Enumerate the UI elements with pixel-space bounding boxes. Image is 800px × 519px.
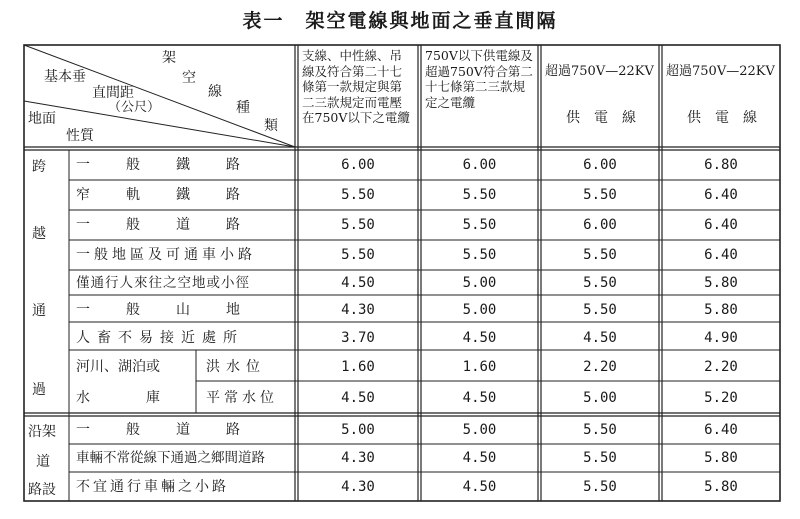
column-header-3-line2: 供 電 線: [566, 110, 636, 126]
value-cell: 4.50: [462, 330, 497, 346]
value-cell: 3.70: [341, 330, 375, 346]
value-cell: 2.20: [583, 359, 617, 375]
value-cell: 6.40: [704, 247, 738, 263]
group-char-1: 跨: [32, 159, 46, 175]
column-header-2: 750V以下供電線及超過750V符合第二十七條第二三款規定之電纜: [425, 48, 533, 110]
group-char-4: 過: [32, 382, 46, 398]
value-cell: 5.50: [341, 247, 375, 263]
value-cell: 4.30: [341, 450, 375, 466]
value-cell: 5.50: [583, 302, 617, 318]
group-char-2: 越: [32, 226, 46, 242]
corner-char-4: 種: [236, 100, 250, 116]
group-along-1: 沿架: [28, 424, 56, 440]
value-cell: 4.50: [462, 390, 497, 406]
value-cell: 6.00: [583, 217, 617, 233]
column-header-1: 支線、中性線、吊線及符合第二十七條第一款規定與第二三款規定而電壓在750V以下之電纜: [302, 48, 410, 125]
row-label: 窄軌鐵路: [76, 187, 276, 203]
row-label: 車輛不常從線下通過之鄉間道路: [76, 450, 265, 466]
value-cell: 4.50: [462, 479, 497, 495]
value-cell: 6.00: [341, 157, 375, 173]
value-cell: 2.20: [704, 359, 738, 375]
value-cell: 5.50: [583, 275, 617, 291]
value-cell: 5.80: [704, 450, 738, 466]
value-cell: 5.80: [704, 302, 738, 318]
table-title: 表一 架空電線與地面之垂直間隔: [242, 10, 558, 32]
group-char-3: 通: [32, 303, 46, 319]
value-cell: 5.80: [704, 479, 738, 495]
value-cell: 5.50: [583, 479, 617, 495]
corner-basic: 基本垂: [44, 69, 86, 85]
value-cell: 5.00: [462, 302, 497, 318]
corner-distance: 直間距: [92, 85, 134, 101]
value-cell: 5.20: [704, 390, 738, 406]
row-label: 一般道路: [76, 422, 276, 438]
value-cell: 6.80: [704, 157, 738, 173]
value-cell: 4.50: [341, 390, 375, 406]
row-label: 平常水位: [206, 390, 278, 406]
column-header-4-line2: 供 電 線: [687, 110, 757, 126]
value-cell: 5.50: [583, 450, 617, 466]
corner-ground: 地面: [28, 111, 56, 127]
row-label: 一般鐵路: [76, 157, 276, 173]
value-cell: 6.40: [704, 217, 738, 233]
value-cell: 5.50: [341, 187, 375, 203]
clearance-table: [22, 43, 782, 503]
value-cell: 6.40: [704, 187, 738, 203]
value-cell: 5.50: [462, 187, 497, 203]
group-along-3: 路設: [28, 482, 56, 498]
river-label-2: 水 庫: [76, 390, 160, 406]
river-label-1: 河川、湖泊或: [76, 359, 160, 375]
corner-unit: （公尺）: [108, 100, 161, 115]
value-cell: 6.00: [583, 157, 617, 173]
value-cell: 5.50: [341, 217, 375, 233]
value-cell: 4.50: [341, 275, 375, 291]
value-cell: 6.00: [462, 157, 497, 173]
value-cell: 5.50: [583, 187, 617, 203]
value-cell: 4.30: [341, 479, 375, 495]
row-label: 僅通行人來往之空地或小徑: [76, 275, 250, 291]
value-cell: 5.00: [462, 275, 497, 291]
value-cell: 4.50: [462, 450, 497, 466]
value-cell: 1.60: [341, 359, 375, 375]
corner-char-3: 線: [208, 84, 222, 100]
corner-nature: 性質: [66, 128, 94, 144]
value-cell: 5.00: [462, 422, 497, 438]
value-cell: 5.80: [704, 275, 738, 291]
value-cell: 5.00: [341, 422, 375, 438]
row-label: 一般道路: [76, 217, 276, 233]
group-along-2: 道: [36, 454, 50, 470]
value-cell: 5.00: [583, 390, 617, 406]
row-label: 人畜不易接近處所: [76, 330, 244, 346]
value-cell: 6.40: [704, 422, 738, 438]
value-cell: 5.50: [583, 247, 617, 263]
column-header-3-line1: 超過750V—22KV: [545, 64, 654, 79]
value-cell: 5.50: [462, 217, 497, 233]
value-cell: 4.30: [341, 302, 375, 318]
value-cell: 5.50: [583, 422, 617, 438]
row-label: 不宜通行車輛之小路: [76, 479, 229, 495]
row-label: 一般地區及可通車小路: [76, 247, 256, 263]
value-cell: 4.90: [704, 330, 738, 346]
value-cell: 4.50: [583, 330, 617, 346]
corner-char-2: 空: [182, 70, 196, 86]
value-cell: 5.50: [462, 247, 497, 263]
row-label: 洪水位: [206, 359, 266, 375]
row-label: 一般山地: [76, 302, 276, 318]
value-cell: 1.60: [462, 359, 497, 375]
corner-char-1: 架: [162, 50, 176, 66]
corner-char-5: 類: [264, 118, 278, 134]
column-header-4-line1: 超過750V—22KV: [666, 64, 775, 79]
